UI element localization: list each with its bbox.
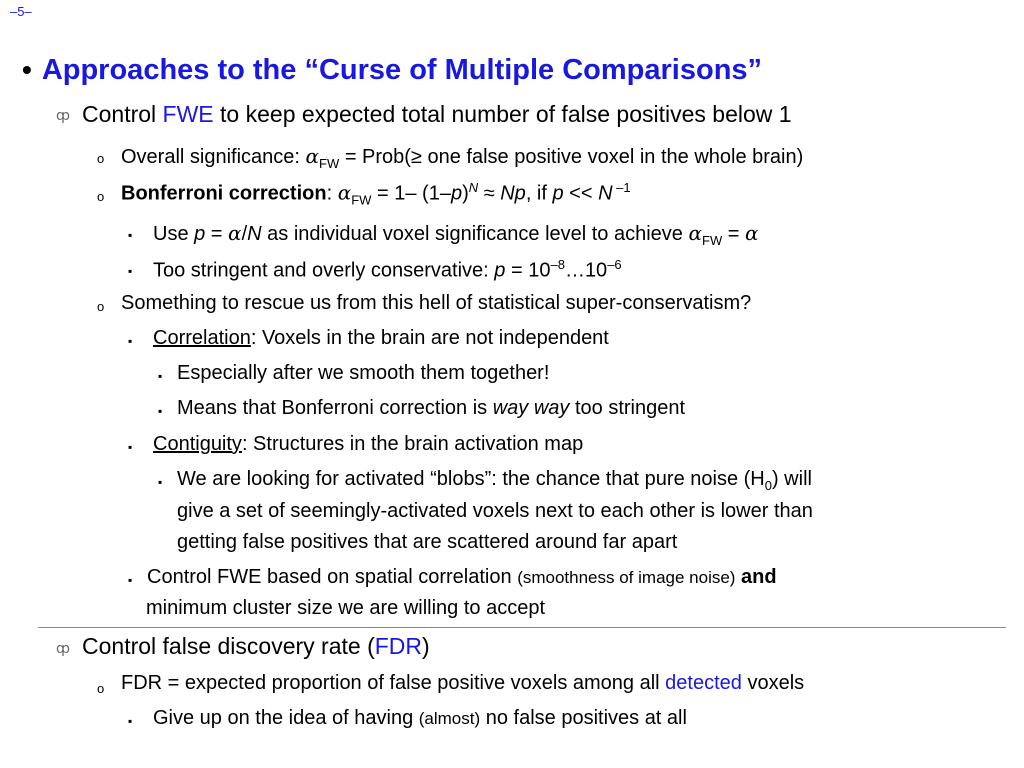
list-item-smooth: Especially after we smooth them together! xyxy=(177,362,550,384)
correlation-term: Correlation xyxy=(153,327,251,349)
list-item-blobs-line3: getting false positives that are scattered around far apart xyxy=(177,531,678,553)
square-bullet-icon: ▪ xyxy=(128,228,133,242)
list-item-too-stringent: Too stringent and overly conservative: $p = 10^{-8}\dots 10^{-6}$ xyxy=(153,257,622,282)
hollow-bullet-icon: ȹ xyxy=(56,641,70,657)
list-item-contiguity: Contiguity: Structures in the brain activation map xyxy=(153,433,584,455)
slide-title xyxy=(22,54,762,87)
contiguity-term: Contiguity xyxy=(153,433,242,455)
square-bullet-icon: ▪ xyxy=(128,264,133,278)
circle-bullet-icon: o xyxy=(97,681,105,696)
hollow-bullet-icon: ȹ xyxy=(56,108,70,124)
list-item-overall-significance: Overall significance: $\alpha_{FW}$ = Prob(≥ one false positive voxel in the whole brain) xyxy=(121,144,804,171)
square-bullet-icon: ▪ xyxy=(158,475,163,489)
divider xyxy=(38,627,1006,628)
detected-term: detected xyxy=(665,672,742,694)
square-bullet-icon: ▪ xyxy=(128,440,133,454)
list-item-blobs-line2: give a set of seemingly-activated voxels next to each other is lower than xyxy=(177,500,813,522)
title-bullet: • xyxy=(22,54,32,85)
page-number: –5– xyxy=(10,4,32,19)
square-bullet-icon: ▪ xyxy=(158,404,163,418)
list-item-fdr-definition: FDR = expected proportion of false positive voxels among all detected voxels xyxy=(121,672,805,694)
list-item-bonferroni: Bonferroni correction: $\alpha_{FW} = 1-$ $(1-p)^N \approx Np$, if p << N $^{-1}$ xyxy=(121,180,631,208)
fwe-term: FWE xyxy=(162,101,214,127)
square-bullet-icon: ▪ xyxy=(128,573,133,587)
square-bullet-icon: ▪ xyxy=(128,334,133,348)
square-bullet-icon: ▪ xyxy=(128,714,133,728)
square-bullet-icon: ▪ xyxy=(158,369,163,383)
circle-bullet-icon: o xyxy=(97,151,105,166)
list-item-spatial-line1: Control FWE based on spatial correlation (smoothness of image noise) and xyxy=(147,566,777,588)
circle-bullet-icon: o xyxy=(97,189,105,204)
list-item-way-too-stringent: Means that Bonferroni correction is way way too stringent xyxy=(177,397,686,419)
list-item-control-fdr: Control false discovery rate (FDR) xyxy=(82,633,430,659)
list-item-control-fwe: Control FWE to keep expected total number of false positives below 1 xyxy=(82,101,792,127)
list-item-spatial-line2: minimum cluster size we are willing to accept xyxy=(146,597,546,619)
title-text: Approaches to the “Curse of Multiple Comparisons” xyxy=(41,54,763,86)
list-item-use-p: Use p = α/N as individual voxel significance level to achieve $\alpha_{FW} = \alpha$ xyxy=(153,221,759,248)
circle-bullet-icon: o xyxy=(97,299,105,314)
fdr-term: FDR xyxy=(374,633,423,659)
list-item-blobs-line1: We are looking for activated “blobs”: the chance that pure noise $(H_0)$ will xyxy=(177,468,812,493)
list-item-give-up: Give up on the idea of having (almost) no false positives at all xyxy=(153,707,687,729)
list-item-correlation: Correlation: Voxels in the brain are not independent xyxy=(153,327,609,349)
list-item-rescue: Something to rescue us from this hell of statistical super-conservatism? xyxy=(121,292,752,314)
